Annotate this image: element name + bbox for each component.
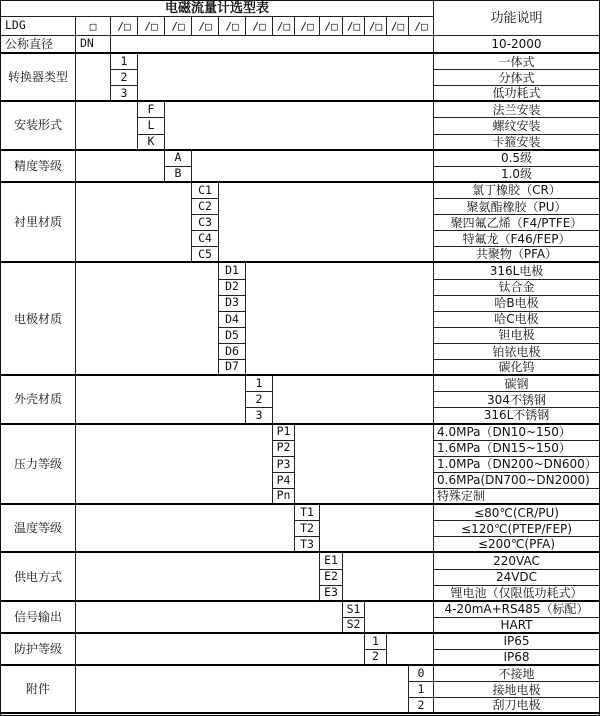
option-code: Pn (273, 489, 295, 505)
option-desc: 哈B电极 (434, 296, 599, 312)
option-code: C4 (192, 231, 219, 247)
model-code-slot: /□ (165, 17, 192, 36)
spacer-cell (76, 425, 273, 506)
model-code-slot: /□ (111, 17, 138, 36)
option-desc: 316L电极 (434, 263, 599, 279)
option-desc: 1.6MPa（DN15~150） (434, 441, 599, 457)
option-code: T3 (295, 537, 320, 553)
spacer-cell (192, 151, 434, 183)
spacer-cell (273, 376, 434, 424)
spacer-cell (343, 553, 434, 601)
option-desc: 聚氨酯橡胶（PU） (434, 199, 599, 215)
option-desc: 24VDC (434, 570, 599, 586)
spacer-cell (76, 151, 165, 183)
option-desc: 钽电极 (434, 328, 599, 344)
model-code-slot: /□ (320, 17, 343, 36)
section-label: 供电方式 (1, 553, 76, 601)
option-desc: 304不锈钢 (434, 392, 599, 408)
model-code-slot: /□ (343, 17, 365, 36)
option-code: D7 (219, 360, 246, 376)
option-desc: ≤80℃(CR/PU) (434, 505, 599, 521)
option-desc: 一体式 (434, 54, 599, 70)
diameter-code: DN (76, 36, 111, 54)
option-desc: 聚四氟乙烯（F4/PTFE） (434, 215, 599, 231)
spacer-cell (76, 553, 320, 601)
option-code: S2 (343, 618, 365, 634)
option-code: C2 (192, 199, 219, 215)
option-desc: 刮刀电极 (434, 698, 599, 714)
option-code: P2 (273, 441, 295, 457)
option-desc: 法兰安装 (434, 102, 599, 118)
option-code: 2 (409, 698, 434, 714)
option-code: P3 (273, 457, 295, 473)
spacer-cell (76, 102, 138, 150)
spacer-cell (111, 36, 434, 54)
section-label: 安装形式 (1, 102, 76, 150)
option-code: 1 (365, 634, 387, 650)
option-code: E2 (320, 570, 343, 586)
option-code: S1 (343, 602, 365, 618)
option-code: 2 (246, 392, 273, 408)
spacer-cell (76, 666, 409, 714)
option-code: F (138, 102, 165, 118)
option-desc: 氯丁橡胶（CR） (434, 183, 599, 199)
model-base-slot: □ (76, 17, 111, 36)
option-desc: 接地电极 (434, 682, 599, 698)
option-code: P4 (273, 473, 295, 489)
spacer-cell (76, 54, 111, 102)
section-label: 电极材质 (1, 263, 76, 376)
spacer-cell (365, 602, 434, 634)
spacer-cell (320, 505, 434, 553)
option-code: D2 (219, 280, 246, 296)
option-code: C3 (192, 215, 219, 231)
option-code: D3 (219, 296, 246, 312)
option-code: C5 (192, 247, 219, 263)
section-label: 防护等级 (1, 634, 76, 666)
option-code: T1 (295, 505, 320, 521)
spacer-cell (165, 102, 434, 150)
model-code-slot: /□ (138, 17, 165, 36)
spacer-cell (76, 505, 295, 553)
option-code: P1 (273, 425, 295, 441)
option-code: E3 (320, 586, 343, 602)
option-desc: 锂电池（仅限低功耗式） (434, 586, 599, 602)
option-desc: 卡箍安装 (434, 135, 599, 151)
option-desc: 特殊定制 (434, 489, 599, 505)
spacer-cell (295, 425, 434, 506)
model-code-slot: /□ (365, 17, 387, 36)
option-desc: 铂铱电极 (434, 344, 599, 360)
option-desc: ≤200℃(PFA) (434, 537, 599, 553)
option-code: D1 (219, 263, 246, 279)
spacer-cell (76, 263, 219, 376)
option-desc: 哈C电极 (434, 312, 599, 328)
spacer-cell (219, 183, 434, 264)
option-desc: 4.0MPa（DN10~150） (434, 425, 599, 441)
option-code: 1 (409, 682, 434, 698)
option-code: 3 (246, 408, 273, 424)
option-desc: 不接地 (434, 666, 599, 682)
section-label: 衬里材质 (1, 183, 76, 264)
option-code: 1 (111, 54, 138, 70)
option-desc: IP68 (434, 650, 599, 666)
option-desc: 1.0级 (434, 167, 599, 183)
option-desc: 钛合金 (434, 280, 599, 296)
section-label: 温度等级 (1, 505, 76, 553)
option-code: D4 (219, 312, 246, 328)
model-code-slot: /□ (273, 17, 295, 36)
option-desc: 碳钢 (434, 376, 599, 392)
option-code: 2 (365, 650, 387, 666)
section-label: 转换器类型 (1, 54, 76, 102)
spacer-cell (387, 634, 434, 666)
option-code: L (138, 118, 165, 134)
option-code: B (165, 167, 192, 183)
option-desc: 0.6MPa(DN700~DN2000) (434, 473, 599, 489)
spacer-cell (76, 376, 246, 424)
option-desc: ≤120℃(PTEP/FEP) (434, 521, 599, 537)
option-desc: 4-20mA+RS485（标配） (434, 602, 599, 618)
option-code: T2 (295, 521, 320, 537)
option-desc: IP65 (434, 634, 599, 650)
option-code: 1 (246, 376, 273, 392)
model-code-slot: /□ (295, 17, 320, 36)
option-desc: 螺纹安装 (434, 118, 599, 134)
table-title: 电磁流量计选型表 (1, 1, 434, 17)
option-desc: 220VAC (434, 553, 599, 569)
option-desc: HART (434, 618, 599, 634)
model-code-slot: /□ (409, 17, 434, 36)
option-code: 0 (409, 666, 434, 682)
option-desc: 316L不锈钢 (434, 408, 599, 424)
function-column-header: 功能说明 (434, 1, 599, 36)
spacer-cell (138, 54, 434, 102)
option-desc: 分体式 (434, 70, 599, 86)
diameter-label: 公称直径 (1, 36, 76, 54)
option-desc: 特氟龙（F46/FEP） (434, 231, 599, 247)
option-code: C1 (192, 183, 219, 199)
model-code-slot: /□ (246, 17, 273, 36)
option-desc: 0.5级 (434, 151, 599, 167)
option-code: D6 (219, 344, 246, 360)
section-label: 附件 (1, 666, 76, 714)
option-desc: 碳化钨 (434, 360, 599, 376)
section-label: 信号输出 (1, 602, 76, 634)
model-code-slot: /□ (387, 17, 409, 36)
option-desc: 共聚物（PFA） (434, 247, 599, 263)
option-code: D5 (219, 328, 246, 344)
section-label: 压力等级 (1, 425, 76, 506)
model-code-slot: /□ (192, 17, 219, 36)
option-desc: 低功耗式 (434, 86, 599, 102)
section-label: 精度等级 (1, 151, 76, 183)
spacer-cell (76, 634, 365, 666)
diameter-desc: 10-2000 (434, 36, 599, 54)
model-prefix: LDG (1, 17, 76, 36)
section-label: 外壳材质 (1, 376, 76, 424)
option-code: K (138, 135, 165, 151)
option-code: 2 (111, 70, 138, 86)
spacer-cell (246, 263, 434, 376)
option-desc: 1.0MPa（DN200~DN600） (434, 457, 599, 473)
option-code: 3 (111, 86, 138, 102)
spacer-cell (76, 602, 343, 634)
spacer-cell (76, 183, 192, 264)
option-code: A (165, 151, 192, 167)
option-code: E1 (320, 553, 343, 569)
model-code-slot: /□ (219, 17, 246, 36)
